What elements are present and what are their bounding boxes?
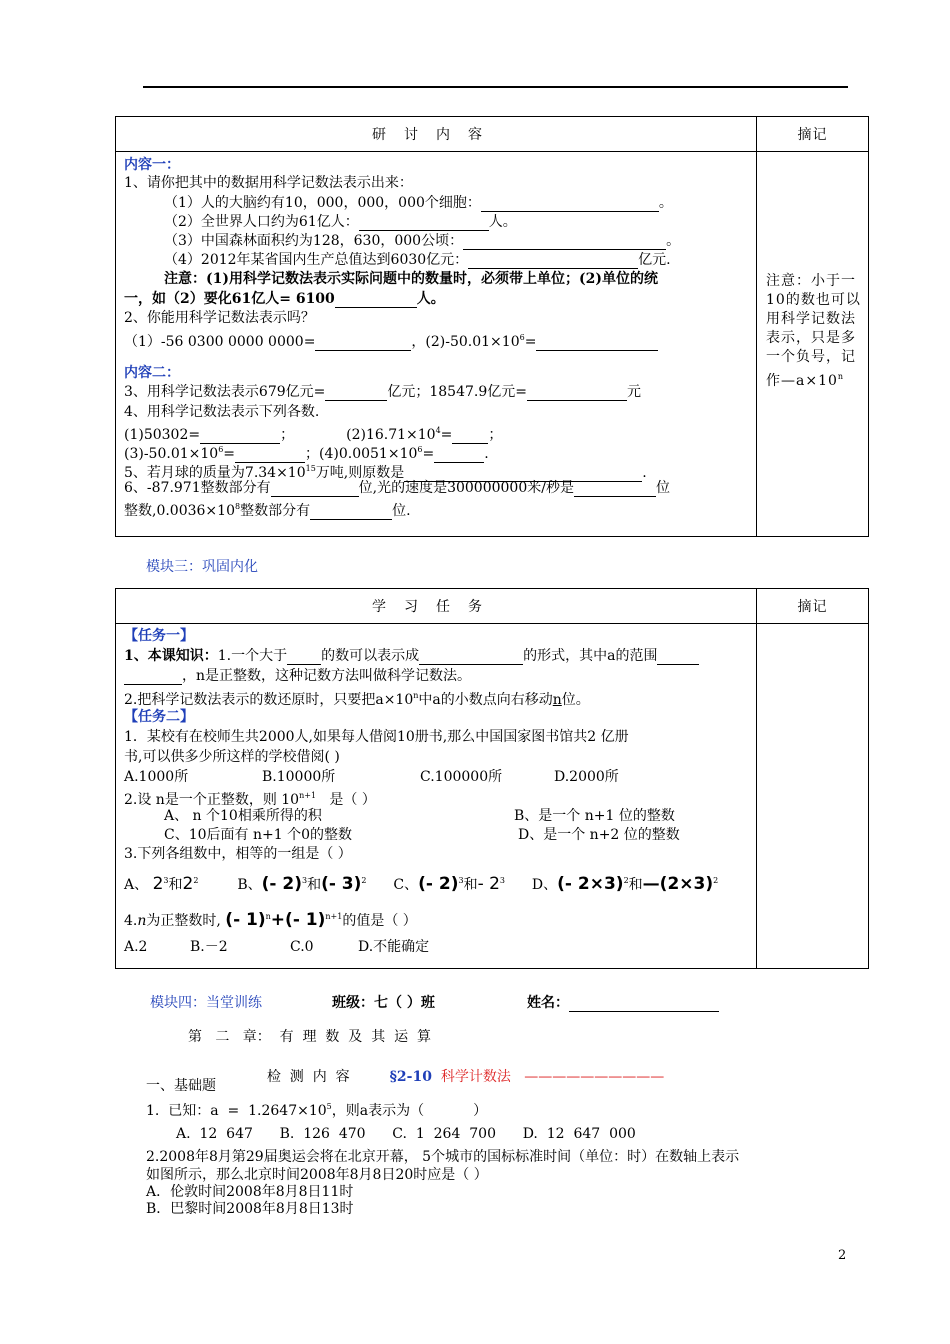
- task-one-title: 【任务一】: [124, 628, 194, 644]
- exercise-1: 1. 已知：$a = 1.2647\times 10^5$，则a表示为（ ）: [146, 1102, 488, 1119]
- option-b: B、(- 2)$^3$和(- 3)$^2$: [237, 874, 367, 894]
- question-3: 3、用科学记数法表示679亿元= 亿元；18547.9亿元= 元: [124, 384, 641, 400]
- detect-title: 检 测 内 容 §2-10 科学计数法 ——————————: [266, 1069, 665, 1085]
- question-5: 5、若月球的质量为$7.34\times 10^{15}$万吨,则原数是 .: [124, 464, 647, 481]
- problem-4-option-c: C.0: [290, 939, 314, 955]
- table-header-notes: 摘记: [757, 117, 869, 152]
- problem-4-option-d: D.不能确定: [358, 939, 430, 955]
- problem-4-option-a: A.2: [124, 939, 148, 955]
- task-table: [115, 588, 869, 969]
- question-4: 4、用科学记数法表示下列各数.: [124, 404, 320, 420]
- discussion-table: [115, 116, 869, 537]
- question-6-cont: 整数$,0.0036\times 10^8$整数部分有 位.: [124, 502, 411, 519]
- problem-1-option-d: D.2000所: [554, 769, 619, 785]
- exercise-2-option-b: B．巴黎时间2008年8月8日13时: [146, 1201, 354, 1217]
- problem-2-option-c: C、10后面有 n+1 个0的整数: [164, 827, 352, 843]
- problem-1-option-b: B.10000所: [262, 769, 336, 785]
- question-1-1: （1）人的大脑约有10，000，000，000个细胞： 。: [164, 195, 673, 211]
- option-c: C、(- 2)$^3$和- $2^3$: [393, 874, 506, 894]
- module-four-title: 模块四：当堂训练: [150, 995, 262, 1011]
- class-label: 班级：七（ ）班: [332, 995, 435, 1011]
- notes-column: [757, 152, 868, 536]
- chapter-title: 第 二 章： 有 理 数 及 其 运 算: [188, 1029, 432, 1045]
- problem-1-option-a: A.1000所: [124, 769, 189, 785]
- module-three-title: 模块三：巩固内化: [146, 559, 258, 575]
- question-1-4: （4）2012年某省国内生产总值达到6030亿元： 亿元.: [164, 252, 671, 268]
- question-1-3: （3）中国森林面积约为128，630，000公顷： 。: [164, 233, 681, 249]
- header-rule: [143, 86, 848, 88]
- question-4-row-2: $(3)-50.01\times 10^6=$ ；$(4)0.0051\times 10^6=$ .: [124, 445, 489, 462]
- negative-number-note: 注意：小于一10的数也可以用科学记数法表示，只是多一个负号，记作$—a\times 10^n$: [766, 273, 861, 389]
- option-a: A、 $2^3$和$2^2$: [124, 874, 199, 894]
- content-one-title: 内容一：: [124, 157, 180, 173]
- task-content: [116, 624, 756, 968]
- exercise-2-cont: 如图所示，那么北京时间2008年8月8日20时应是（ ）: [146, 1167, 488, 1183]
- problem-1-cont: 书,可以供多少所这样的学校借阅( ): [124, 749, 340, 765]
- exercise-2: 2.2008年8月第29届奥运会将在北京开幕， 5个城市的国标标准时间（单位：时）在数轴上表示: [146, 1149, 740, 1165]
- notes-column: [757, 624, 868, 968]
- knowledge-2: 2.把科学记数法表示的数还原时，只要把$a\times 10^n$中a的小数点向右移动n位。: [124, 691, 590, 708]
- knowledge-1: 1、本课知识：1.一个大于 的数可以表示成 的形式，其中a的范围: [124, 647, 699, 665]
- problem-2: 2.设 n是一个正整数，则 $10^{n+1}$ 是（ ）: [124, 791, 376, 808]
- problem-2-option-b: B、是一个 n+1 位的整数: [514, 808, 675, 824]
- question-6: 6、-87.971整数部分有 位,光的速度是300000000米/秒是 位: [124, 480, 670, 496]
- discussion-content: [116, 152, 756, 536]
- unit-note-line-1: 注意：(1)用科学记数法表示实际问题中的数量时，必须带上单位；(2)单位的统: [164, 271, 658, 287]
- question-1-2: （2）全世界人口约为61亿人： 人。: [164, 214, 517, 230]
- problem-1-option-c: C.100000所: [420, 769, 503, 785]
- question-2: 2、你能用科学记数法表示吗？: [124, 310, 315, 326]
- problem-2-option-a: A、 n 个10相乘所得的积: [164, 808, 322, 824]
- problem-3: 3.下列各组数中，相等的一组是（ ）: [124, 846, 352, 862]
- task-two-title: 【任务二】: [124, 709, 194, 725]
- table-header-notes: 摘记: [757, 589, 869, 624]
- table-header-main: 学习任务: [116, 589, 757, 624]
- page-number: 2: [838, 1248, 847, 1263]
- problem-4: 4.n为正整数时, (- 1)$^n$+(- 1)$^{n+1}$的值是（ ）: [124, 910, 417, 930]
- table-header-main: 研讨内容: [116, 117, 757, 152]
- question-1: 1、请你把其中的数据用科学记数法表示出来：: [124, 175, 413, 191]
- content-two-title: 内容二：: [124, 365, 180, 381]
- question-4-row-1: (1)50302= ； $(2)16.71\times 10^4=$ ；: [124, 426, 503, 443]
- exercise-2-option-a: A．伦敦时间2008年8月8日11时: [146, 1184, 354, 1200]
- option-d: D、(- 2×3)$^2$和$—(2\times 3)^2$: [531, 874, 719, 894]
- problem-2-option-d: D、是一个 n+2 位的整数: [518, 827, 680, 843]
- unit-note-line-2: 一，如（2）要化61亿人= 6100 人。: [124, 291, 445, 307]
- basic-section-title: 一、基础题: [146, 1078, 216, 1094]
- exercise-1-options: A. 12 647 B. 126 470 C. 1 264 700 D. 12 647 000: [176, 1126, 636, 1142]
- problem-4-option-b: B.－2: [190, 939, 228, 955]
- name-label: 姓名：: [527, 992, 719, 1012]
- problem-1: 1．某校有在校师生共2000人,如果每人借阅10册书,那么中国国家图书馆共2 亿册: [124, 729, 629, 745]
- question-2-parts: （1）-56 0300 0000 0000= ，$(2)-50.01\times 10^6=$: [124, 329, 658, 351]
- knowledge-1-cont: ，n是正整数，这种记数方法叫做科学记数法。: [124, 667, 471, 685]
- problem-3-options: [124, 870, 718, 896]
